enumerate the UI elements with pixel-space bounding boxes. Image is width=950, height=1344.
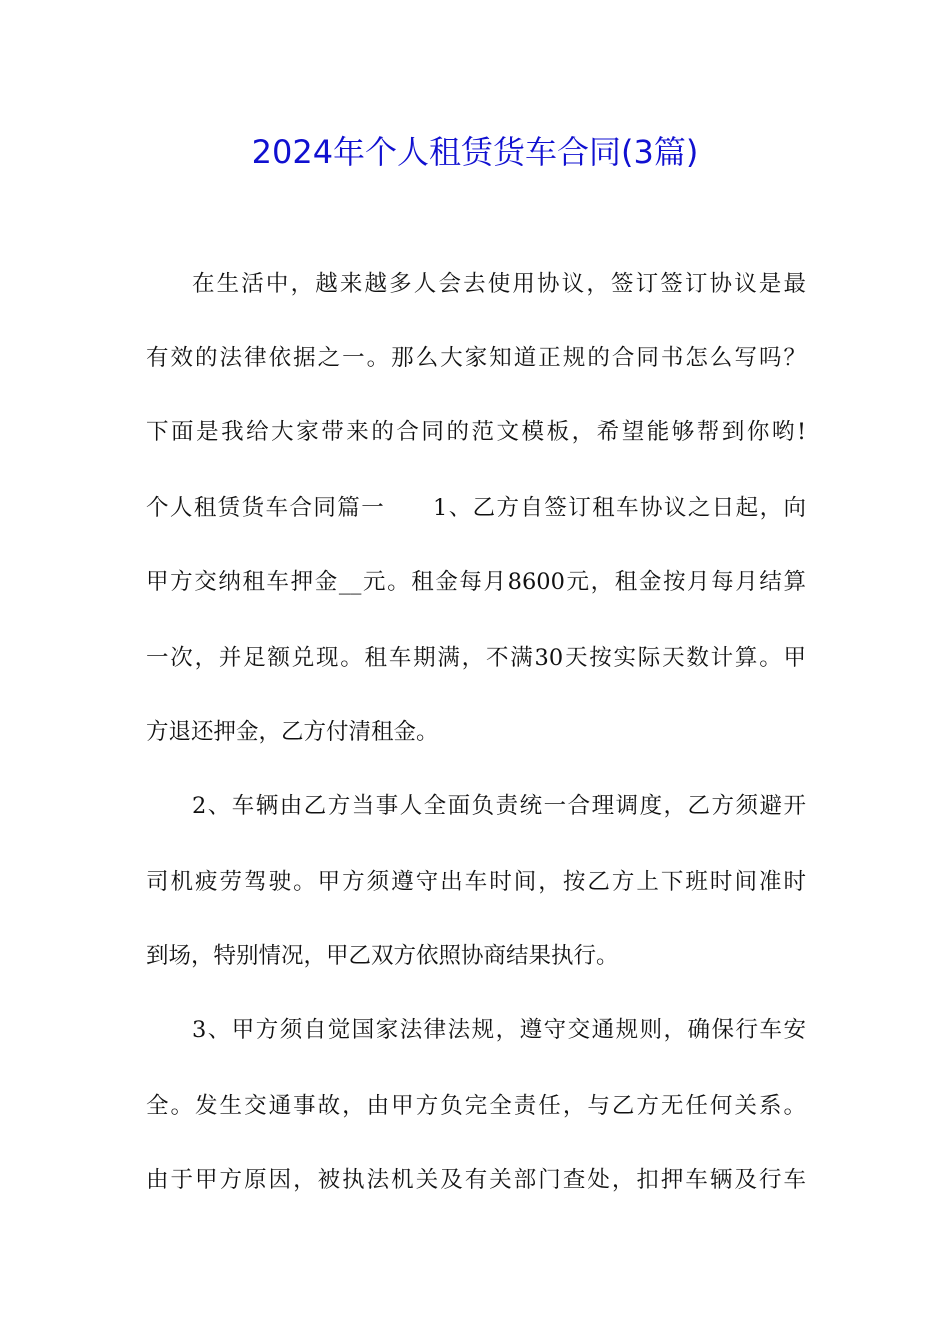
body-line-4: 个人租赁货车合同篇一 1、乙方自签订租车协议之日起，向 xyxy=(146,495,806,521)
body-line-10: 到场，特别情况，甲乙双方依照协商结果执行。 xyxy=(146,943,619,969)
body-line-3: 下面是我给大家带来的合同的范文模板，希望能够帮到你哟! xyxy=(146,419,806,445)
body-line-9: 司机疲劳驾驶。甲方须遵守出车时间，按乙方上下班时间准时 xyxy=(146,869,806,895)
body-line-6: 一次，并足额兑现。租车期满，不满30天按实际天数计算。甲 xyxy=(146,645,806,671)
body-line-12: 全。发生交通事故，由甲方负完全责任，与乙方无任何关系。 xyxy=(146,1093,806,1119)
body-line-7: 方退还押金，乙方付清租金。 xyxy=(146,719,439,745)
body-line-8: 2、车辆由乙方当事人全面负责统一合理调度，乙方须避开 xyxy=(192,793,806,819)
document-title: 2024年个人租赁货车合同(3篇) xyxy=(251,133,699,171)
body-line-5: 甲方交纳租车押金__元。租金每月8600元，租金按月每月结算 xyxy=(146,569,806,595)
body-line-1: 在生活中，越来越多人会去使用协议，签订签订协议是最 xyxy=(192,271,806,297)
body-line-13: 由于甲方原因，被执法机关及有关部门查处，扣押车辆及行车 xyxy=(146,1167,806,1193)
body-line-11: 3、甲方须自觉国家法律法规，遵守交通规则，确保行车安 xyxy=(192,1017,806,1043)
body-line-2: 有效的法律依据之一。那么大家知道正规的合同书怎么写吗？ xyxy=(146,345,806,371)
